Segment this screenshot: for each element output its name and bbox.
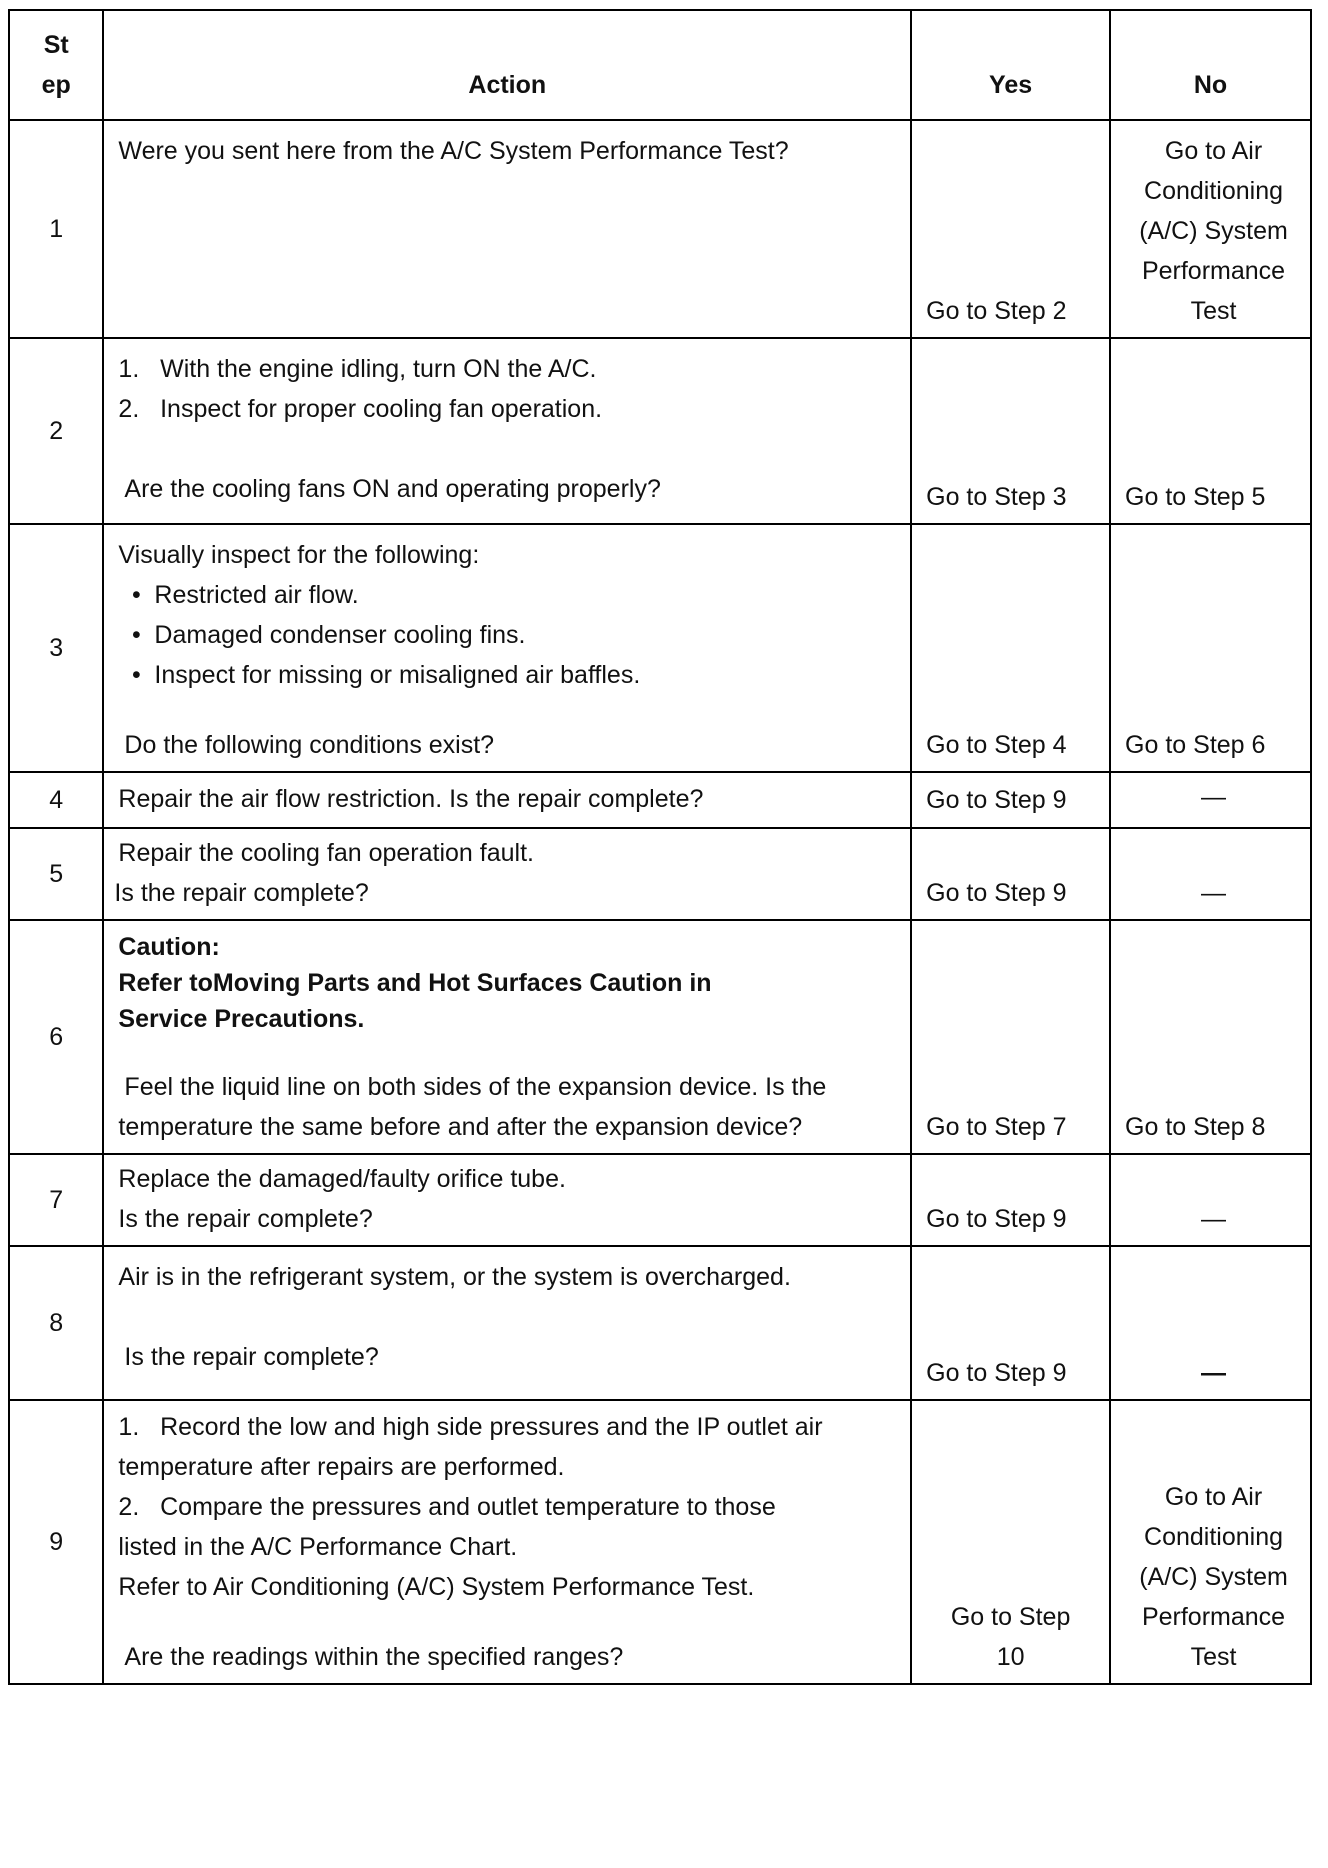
action-cell: [103, 120, 911, 338]
reference-link[interactable]: Refer to Air Conditioning (A/C) System Performance Test.: [118, 1573, 755, 1601]
yes-cell: [911, 1400, 1110, 1684]
header-no: No: [1110, 10, 1311, 120]
yes-cell: Go to Step 7: [911, 920, 1110, 1154]
no-cell: Go to Step 5: [1110, 338, 1311, 524]
action-text: temperature after repairs are performed.: [118, 1453, 565, 1481]
yes-cell: Go to Step 9: [911, 1154, 1110, 1246]
no-cell: —: [1110, 828, 1311, 920]
header-step: [9, 10, 103, 120]
table-row: [9, 338, 1311, 524]
no-line: Go to Air: [1164, 137, 1263, 165]
yes-line: 10: [996, 1643, 1025, 1671]
no-line: Test: [1190, 297, 1237, 325]
no-line: Test: [1190, 1643, 1237, 1671]
action-text: 1. Record the low and high side pressures and the IP outlet air: [118, 1413, 823, 1441]
action-text: 2. Compare the pressures and outlet temperature to those: [118, 1493, 776, 1521]
action-question: Are the cooling fans ON and operating properly?: [124, 475, 661, 503]
no-cell: [1110, 120, 1311, 338]
action-question: Are the readings within the specified ranges?: [124, 1643, 624, 1671]
no-line: (A/C) System: [1139, 1563, 1288, 1591]
action-cell: [103, 828, 911, 920]
caution-text: Service Precautions.: [118, 1005, 365, 1033]
spacer: [118, 695, 898, 725]
header-row: [9, 10, 1311, 120]
step-number: 5: [9, 828, 103, 920]
spacer: [118, 429, 898, 469]
action-text: listed in the A/C Performance Chart.: [118, 1533, 518, 1561]
spacer: [118, 1037, 898, 1067]
header-yes: Yes: [911, 10, 1110, 120]
no-cell: —: [1110, 1154, 1311, 1246]
yes-cell: Go to Step 9: [911, 772, 1110, 828]
no-cell: —: [1110, 772, 1311, 828]
no-line: Performance: [1141, 257, 1286, 285]
action-question: Is the repair complete?: [118, 1205, 373, 1233]
action-text: Repair the cooling fan operation fault.: [118, 839, 534, 867]
step-number: 9: [9, 1400, 103, 1684]
action-text: Feel the liquid line on both sides of the expansion device. Is the: [124, 1073, 827, 1101]
table-row: [9, 1400, 1311, 1684]
no-cell: Go to Step 8: [1110, 920, 1311, 1154]
step-number: 7: [9, 1154, 103, 1246]
action-cell: [103, 920, 911, 1154]
action-cell: [103, 772, 911, 828]
action-text: Were you sent here from the A/C System Performance Test?: [118, 137, 789, 165]
yes-cell: Go to Step 2: [911, 120, 1110, 338]
action-cell: [103, 524, 911, 772]
step-number: 1: [9, 120, 103, 338]
diagnostic-table: [8, 9, 1312, 1685]
yes-cell: Go to Step 9: [911, 1246, 1110, 1400]
header-step-line1: St: [43, 31, 69, 59]
table-row: [9, 1154, 1311, 1246]
table-row: [9, 1246, 1311, 1400]
action-question: Is the repair complete?: [124, 1343, 379, 1371]
no-line: Go to Air: [1164, 1483, 1263, 1511]
yes-cell: Go to Step 9: [911, 828, 1110, 920]
table-row: [9, 828, 1311, 920]
no-cell: [1110, 1400, 1311, 1684]
no-line: Conditioning: [1144, 177, 1284, 205]
action-text: Visually inspect for the following:: [118, 541, 480, 569]
header-action: Action: [103, 10, 911, 120]
action-text: 1. With the engine idling, turn ON the A/C.: [118, 355, 597, 383]
action-question: Do the following conditions exist?: [124, 731, 495, 759]
table-row: [9, 120, 1311, 338]
caution-text: Refer toMoving Parts and Hot Surfaces Caution in: [118, 969, 712, 997]
action-cell: [103, 1154, 911, 1246]
no-line: Performance: [1141, 1603, 1286, 1631]
yes-line: Go to Step: [950, 1603, 1071, 1631]
spacer: [118, 1607, 898, 1637]
step-number: 6: [9, 920, 103, 1154]
action-text: 2. Inspect for proper cooling fan operation.: [118, 395, 603, 423]
action-text: Repair the air flow restriction. Is the repair complete?: [118, 785, 704, 813]
no-cell: Go to Step 6: [1110, 524, 1311, 772]
bullet-item: • Restricted air flow.: [118, 575, 898, 615]
caution-label: Caution:: [118, 933, 220, 961]
table-row: [9, 920, 1311, 1154]
spacer: [118, 1297, 898, 1337]
action-text: Air is in the refrigerant system, or the system is overcharged.: [118, 1263, 791, 1291]
action-cell: [103, 1246, 911, 1400]
yes-cell: Go to Step 3: [911, 338, 1110, 524]
step-number: 4: [9, 772, 103, 828]
action-text: Replace the damaged/faulty orifice tube.: [118, 1165, 566, 1193]
step-number: 2: [9, 338, 103, 524]
no-line: Conditioning: [1144, 1523, 1284, 1551]
bullet-item: • Damaged condenser cooling fins.: [118, 615, 898, 655]
bullet-item: • Inspect for missing or misaligned air baffles.: [118, 655, 898, 695]
action-question: temperature the same before and after the expansion device?: [118, 1113, 803, 1141]
action-cell: [103, 338, 911, 524]
action-question: Is the repair complete?: [114, 879, 369, 907]
no-line: (A/C) System: [1139, 217, 1288, 245]
no-cell: —: [1110, 1246, 1311, 1400]
table-row: [9, 772, 1311, 828]
action-cell: [103, 1400, 911, 1684]
step-number: 8: [9, 1246, 103, 1400]
step-number: 3: [9, 524, 103, 772]
header-step-line2: ep: [41, 71, 71, 99]
yes-cell: Go to Step 4: [911, 524, 1110, 772]
table-row: [9, 524, 1311, 772]
